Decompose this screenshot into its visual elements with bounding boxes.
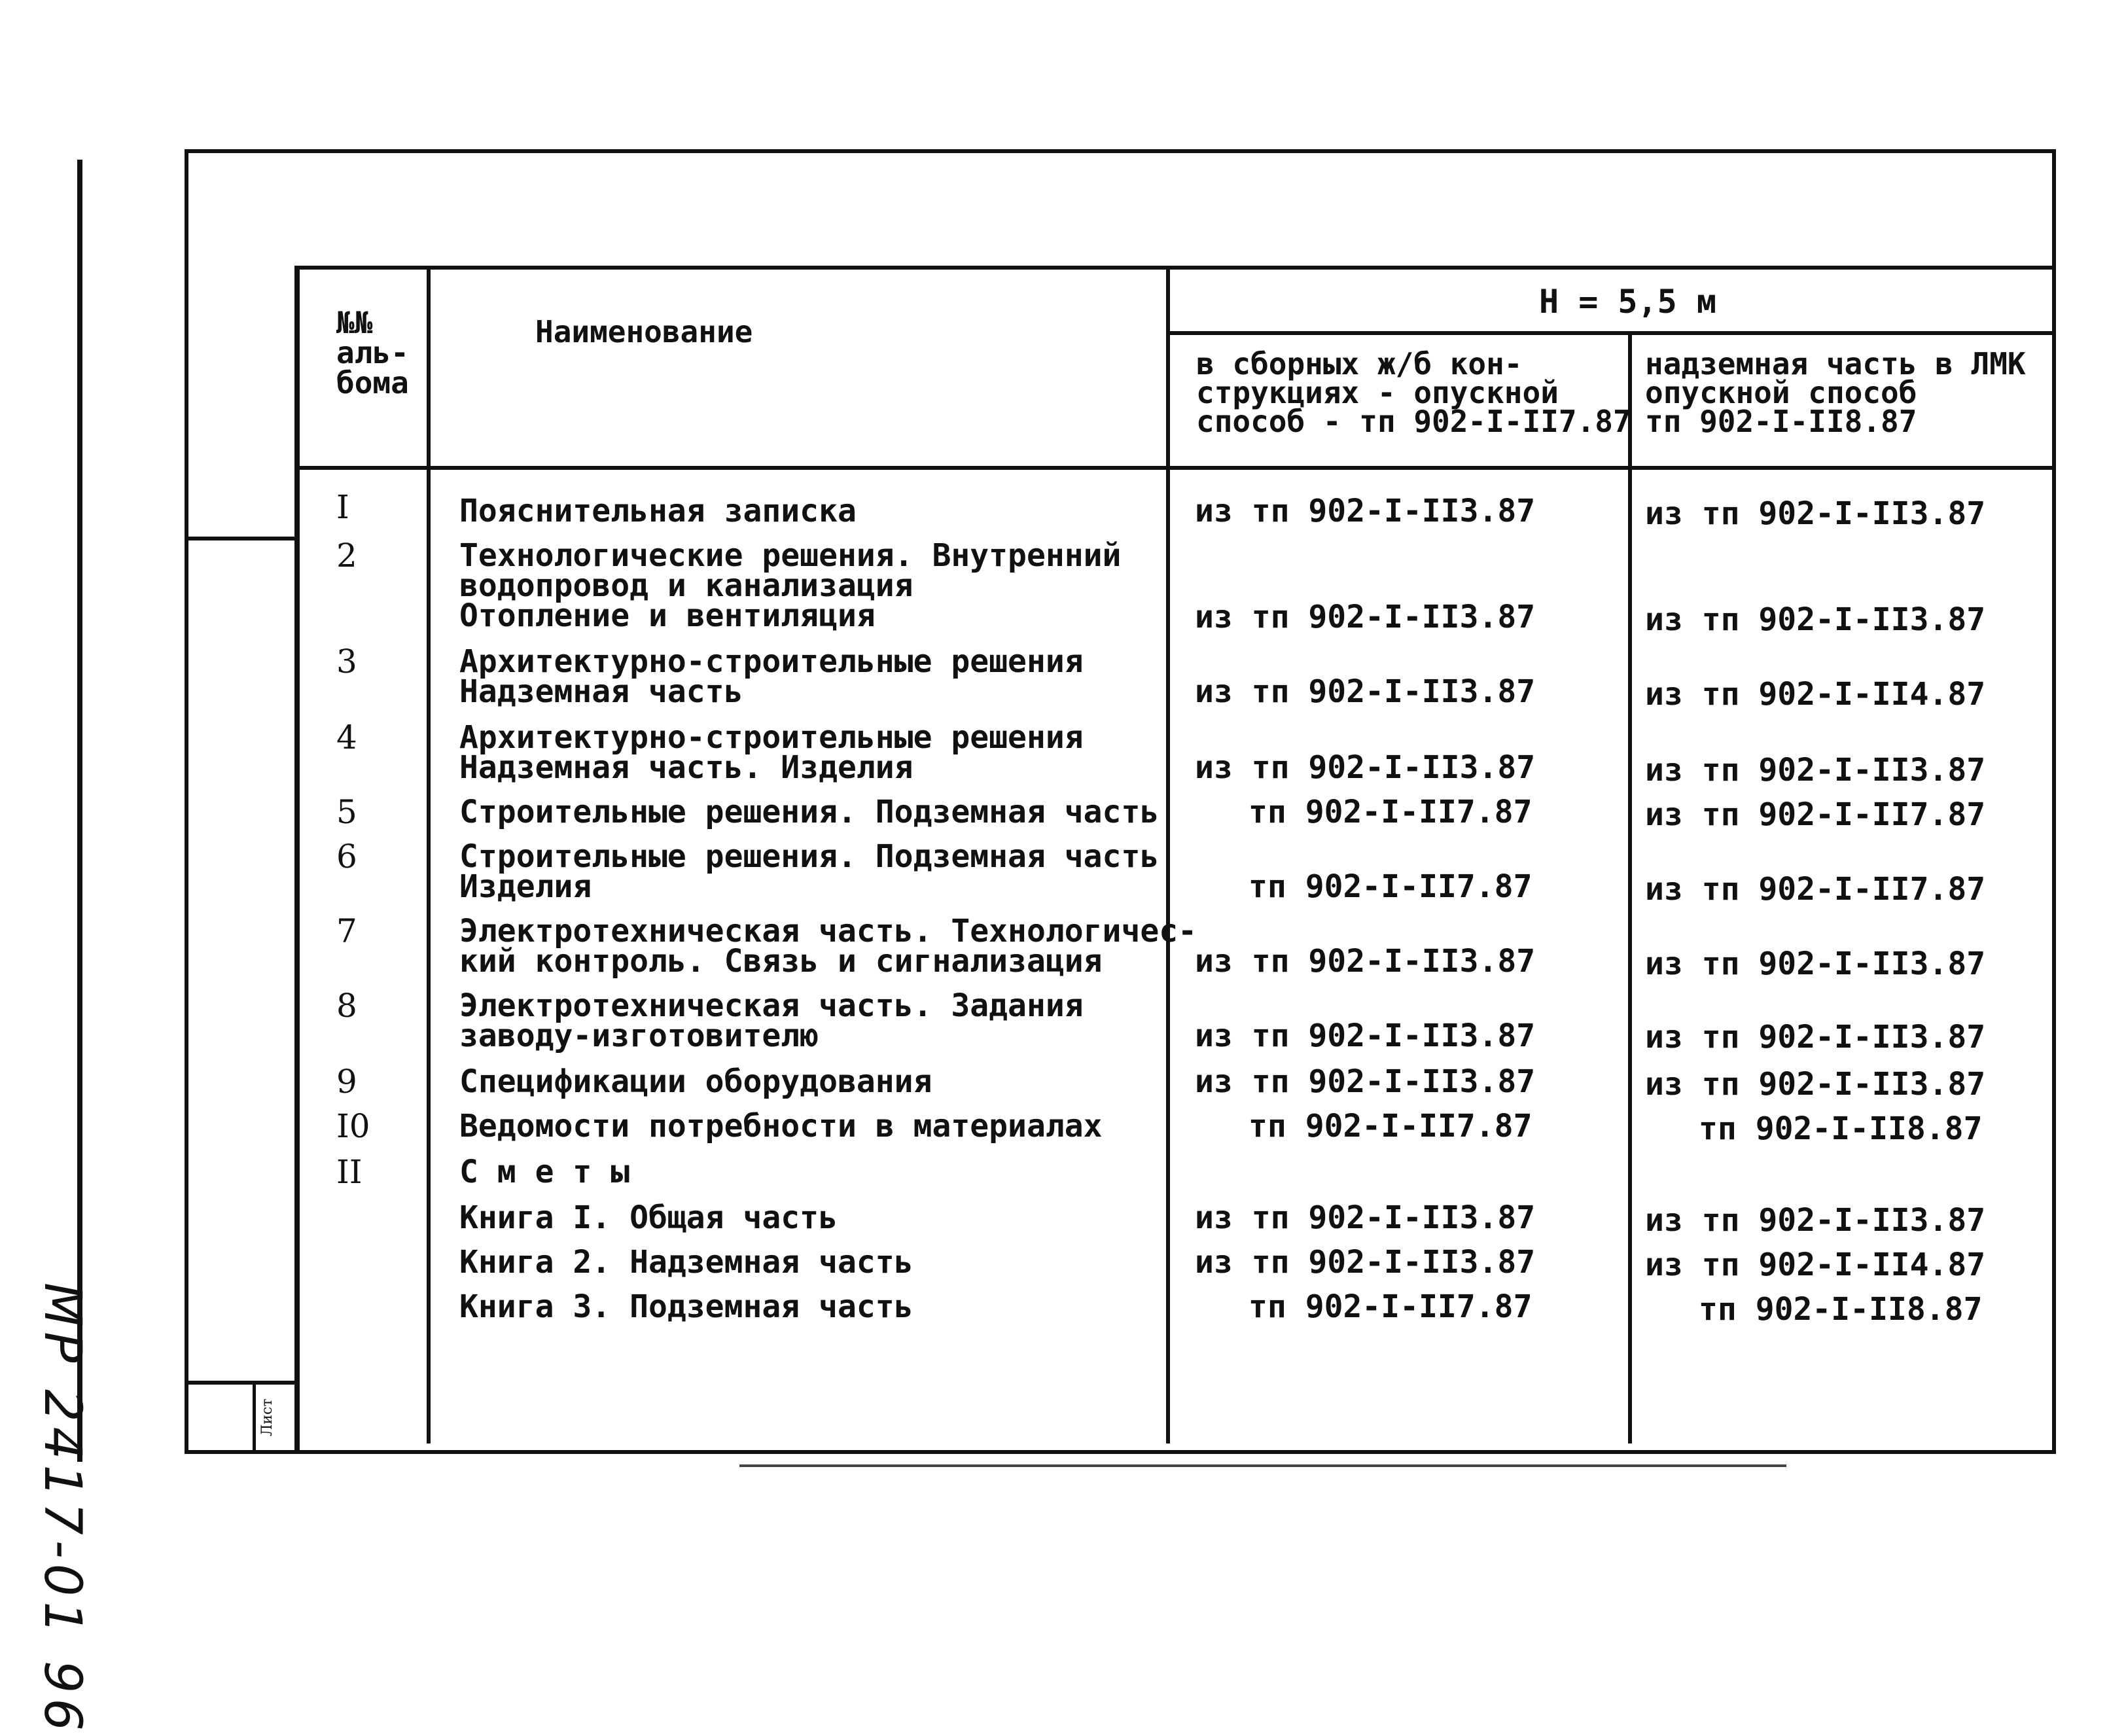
row-number: I	[336, 488, 349, 526]
table-top-border	[296, 266, 2056, 270]
row-col-b: из тп 902-I-II3.87	[1645, 946, 1986, 982]
row-number: 4	[336, 718, 357, 756]
row-number: 2	[336, 537, 357, 575]
col-divider-a	[1628, 331, 1632, 1444]
header-col-b: надземная часть в ЛМК опускной способ тп 902-I-II8.87	[1645, 346, 2026, 439]
group-divider	[1170, 331, 2056, 335]
header-group-height: H = 5,5 м	[1539, 283, 1716, 321]
row-name: С м е т ы	[459, 1154, 630, 1190]
row-col-b: из тп 902-I-II7.87	[1645, 871, 1986, 908]
row-number: II	[336, 1153, 363, 1191]
header-bottom-border	[296, 466, 2056, 470]
row-col-a: из тп 902-I-II3.87	[1195, 599, 1536, 635]
row-col-a: из тп 902-I-II3.87	[1195, 1018, 1536, 1054]
row-name: Архитектурно-строительные решения Надземная часть	[459, 643, 1084, 710]
left-edge-line	[77, 160, 82, 1462]
row-name: Пояснительная записка	[459, 493, 857, 529]
row-col-b: из тп 902-I-II3.87	[1645, 495, 1986, 532]
table-left-border	[296, 266, 300, 1454]
row-col-b: из тп 902-I-II3.87	[1645, 601, 1986, 638]
row-number: 5	[336, 793, 357, 831]
row-col-a: из тп 902-I-II3.87	[1195, 1244, 1536, 1281]
row-col-a: тп 902-I-II7.87	[1249, 868, 1532, 905]
row-col-b: из тп 902-I-II3.87	[1645, 1019, 1986, 1055]
row-number: 7	[336, 912, 357, 950]
header-album-number: №№ аль- бома	[336, 305, 409, 400]
col-divider-name	[1166, 266, 1170, 1444]
row-col-a: из тп 902-I-II3.87	[1195, 493, 1536, 529]
row-col-b: из тп 902-I-II3.87	[1645, 1066, 1986, 1103]
row-col-b: из тп 902-I-II4.87	[1645, 1247, 1986, 1283]
row-name: Ведомости потребности в материалах	[459, 1108, 1103, 1144]
row-name: Спецификации оборудования	[459, 1063, 932, 1100]
row-col-a: тп 902-I-II7.87	[1249, 794, 1532, 830]
row-col-b: из тп 902-I-II3.87	[1645, 752, 1986, 788]
row-col-b: из тп 902-I-II7.87	[1645, 796, 1986, 833]
row-number: I0	[336, 1107, 370, 1145]
row-name: Электротехническая часть. Технологичес- кий контроль. Связь и сигнализация	[459, 913, 1197, 980]
albums-table	[296, 266, 2056, 1454]
row-col-a: из тп 902-I-II3.87	[1195, 673, 1536, 710]
header-name: Наименование	[535, 314, 753, 349]
row-col-a: из тп 902-I-II3.87	[1195, 1063, 1536, 1100]
row-number: 8	[336, 987, 357, 1025]
col-divider-num	[427, 266, 431, 1444]
frame-divider	[185, 537, 298, 540]
side-stamp: МР 2417-01 96	[33, 1283, 92, 1736]
row-number: 3	[336, 643, 357, 681]
row-col-a: тп 902-I-II7.87	[1249, 1288, 1532, 1325]
row-col-b: из тп 902-I-II3.87	[1645, 1202, 1986, 1239]
row-name: Технологические решения. Внутренний водопровод и канализация Отопление и вентиляция	[459, 537, 1122, 634]
row-col-b: тп 902-I-II8.87	[1699, 1291, 1983, 1328]
row-number: 9	[336, 1063, 357, 1101]
sheet-label: Лист	[259, 1398, 275, 1436]
row-col-b: из тп 902-I-II4.87	[1645, 676, 1986, 713]
row-name: Строительные решения. Подземная часть Изделия	[459, 838, 1160, 905]
row-name: Книга 3. Подземная часть	[459, 1288, 913, 1325]
row-col-a: из тп 902-I-II3.87	[1195, 1199, 1536, 1236]
bottom-dashed-line	[739, 1464, 1786, 1467]
row-col-b: тп 902-I-II8.87	[1699, 1110, 1983, 1147]
header-col-a: в сборных ж/б кон- струкциях - опускной способ - тп 902-I-II7.87	[1196, 346, 1631, 439]
row-name: Книга 2. Надземная часть	[459, 1244, 913, 1281]
row-name: Архитектурно-строительные решения Надземная часть. Изделия	[459, 719, 1084, 786]
row-col-a: тп 902-I-II7.87	[1249, 1108, 1532, 1144]
row-name: Электротехническая часть. Задания заводу-изготовителю	[459, 987, 1084, 1054]
row-name: Книга I. Общая часть	[459, 1199, 838, 1236]
row-name: Строительные решения. Подземная часть	[459, 794, 1160, 830]
row-col-a: из тп 902-I-II3.87	[1195, 943, 1536, 980]
row-number: 6	[336, 838, 357, 876]
row-col-a: из тп 902-I-II3.87	[1195, 749, 1536, 786]
